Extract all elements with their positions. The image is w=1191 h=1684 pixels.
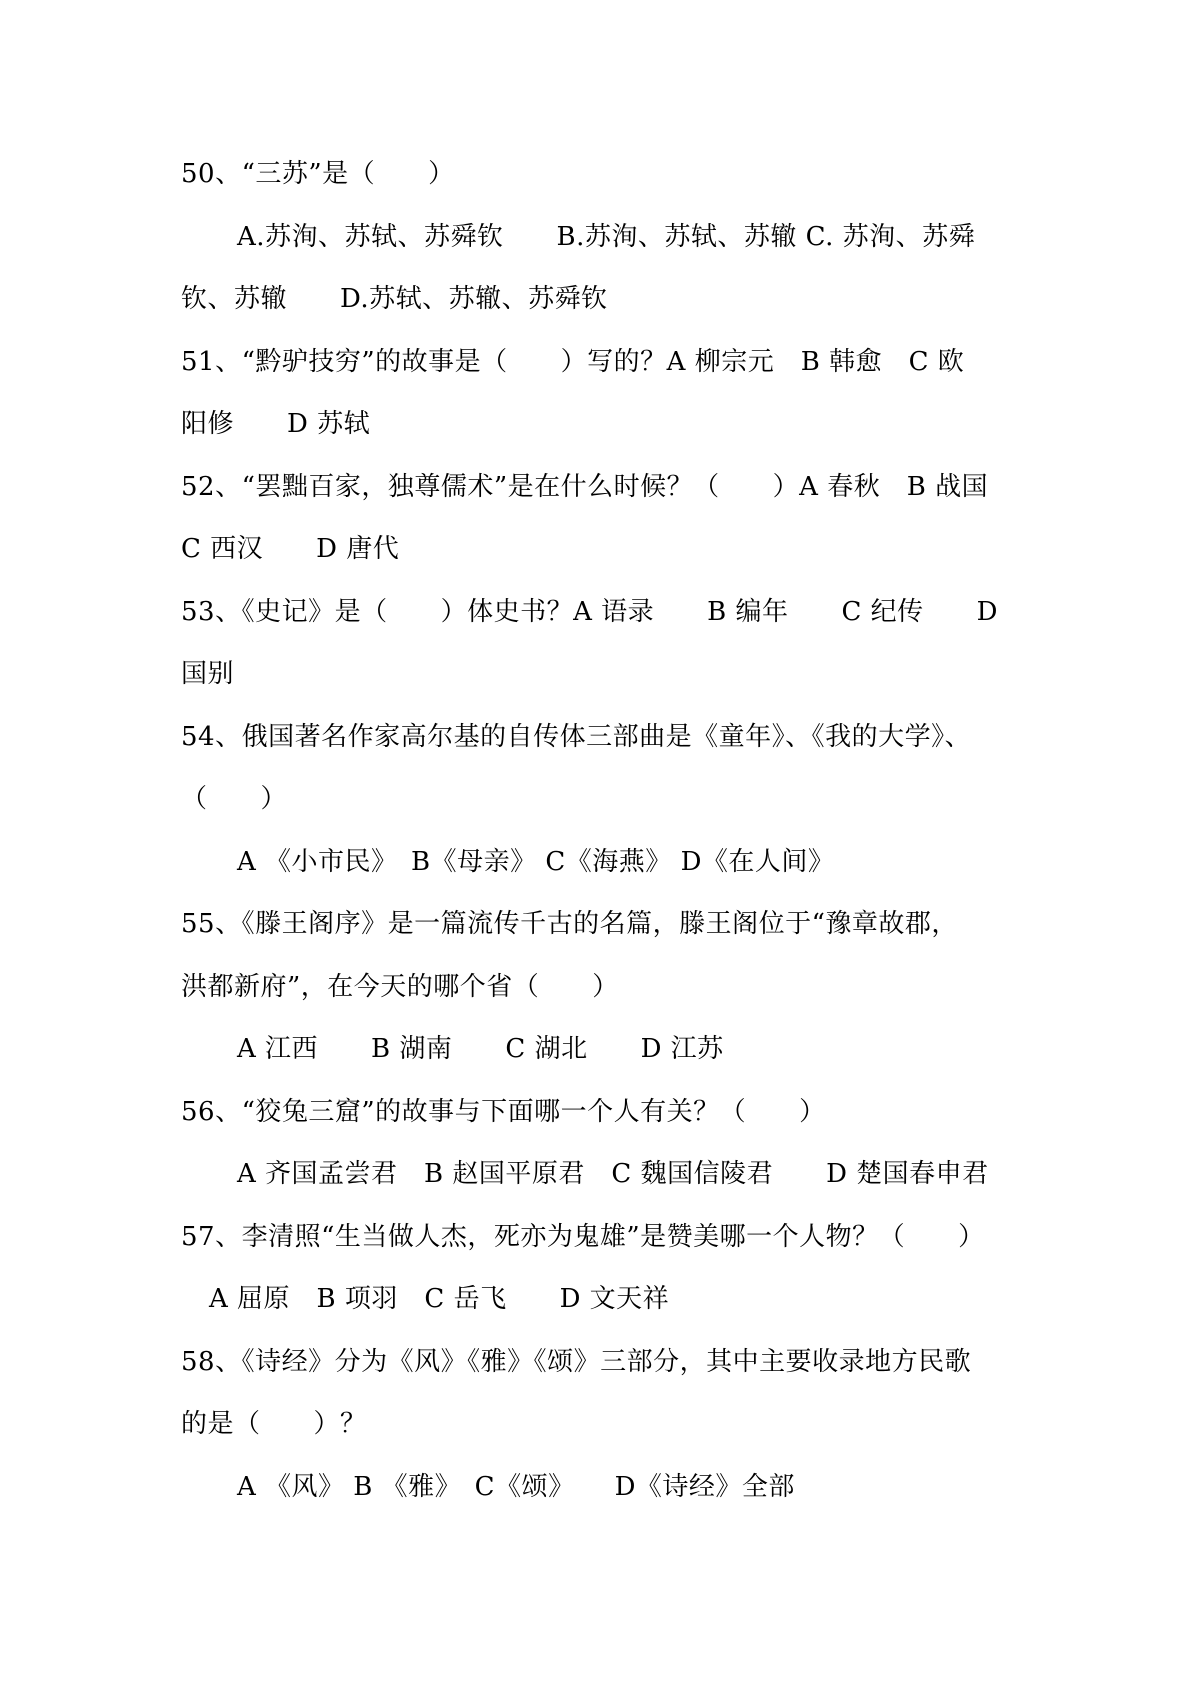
text-line: 洪都新府”，在今天的哪个省（ ） bbox=[181, 971, 619, 1002]
text-line: 51、“黔驴技穷”的故事是（ ）写的？A 柳宗元 B 韩愈 C 欧 bbox=[181, 346, 965, 377]
text-line: （ ） bbox=[181, 784, 288, 814]
text-line: 58、《诗经》分为《风》《雅》《颂》三部分，其中主要收录地方民歌 bbox=[181, 1346, 972, 1377]
text-line: 56、“狡兔三窟”的故事与下面哪一个人有关？（ ） bbox=[181, 1096, 826, 1127]
text-line: 50、“三苏”是（ ） bbox=[181, 159, 455, 189]
question-list bbox=[181, 143, 1021, 1518]
text-line: A 《风》 B 《雅》 C《颂》 D《诗经》全部 bbox=[237, 1471, 795, 1502]
text-line: 54、俄国著名作家高尔基的自传体三部曲是《童年》、《我的大学》、 bbox=[181, 721, 972, 752]
text-line: 国别 bbox=[181, 659, 235, 689]
text-line: 57、李清照“生当做人杰，死亦为鬼雄”是赞美哪一个人物？（ ） bbox=[181, 1221, 985, 1252]
text-line: A 《小市民》 B《母亲》 C《海燕》 D《在人间》 bbox=[237, 846, 835, 877]
text-line: 55、《滕王阁序》是一篇流传千古的名篇，滕王阁位于“豫章故郡， bbox=[181, 909, 958, 939]
text-line: A.苏洵、苏轼、苏舜钦 B.苏洵、苏轼、苏辙 C. 苏洵、苏舜 bbox=[237, 221, 976, 252]
text-line: 52、“罢黜百家，独尊儒术”是在什么时候？（ ）A 春秋 B 战国 bbox=[181, 471, 989, 502]
text-line: A 屈原 B 项羽 C 岳飞 D 文天祥 bbox=[209, 1284, 670, 1314]
text-line: 的是（ ）？ bbox=[181, 1409, 367, 1439]
text-line: A 齐国孟尝君 B 赵国平原君 C 魏国信陵君 D 楚国春申君 bbox=[237, 1159, 989, 1189]
text-line: C 西汉 D 唐代 bbox=[181, 534, 400, 564]
text-line: 阳修 D 苏轼 bbox=[181, 409, 371, 439]
text-line: 钦、苏辙 D.苏轼、苏辙、苏舜钦 bbox=[181, 284, 608, 314]
text-line: 53、《史记》是（ ）体史书？A 语录 B 编年 C 纪传 D bbox=[181, 596, 999, 627]
text-line: A 江西 B 湖南 C 湖北 D 江苏 bbox=[237, 1034, 724, 1064]
